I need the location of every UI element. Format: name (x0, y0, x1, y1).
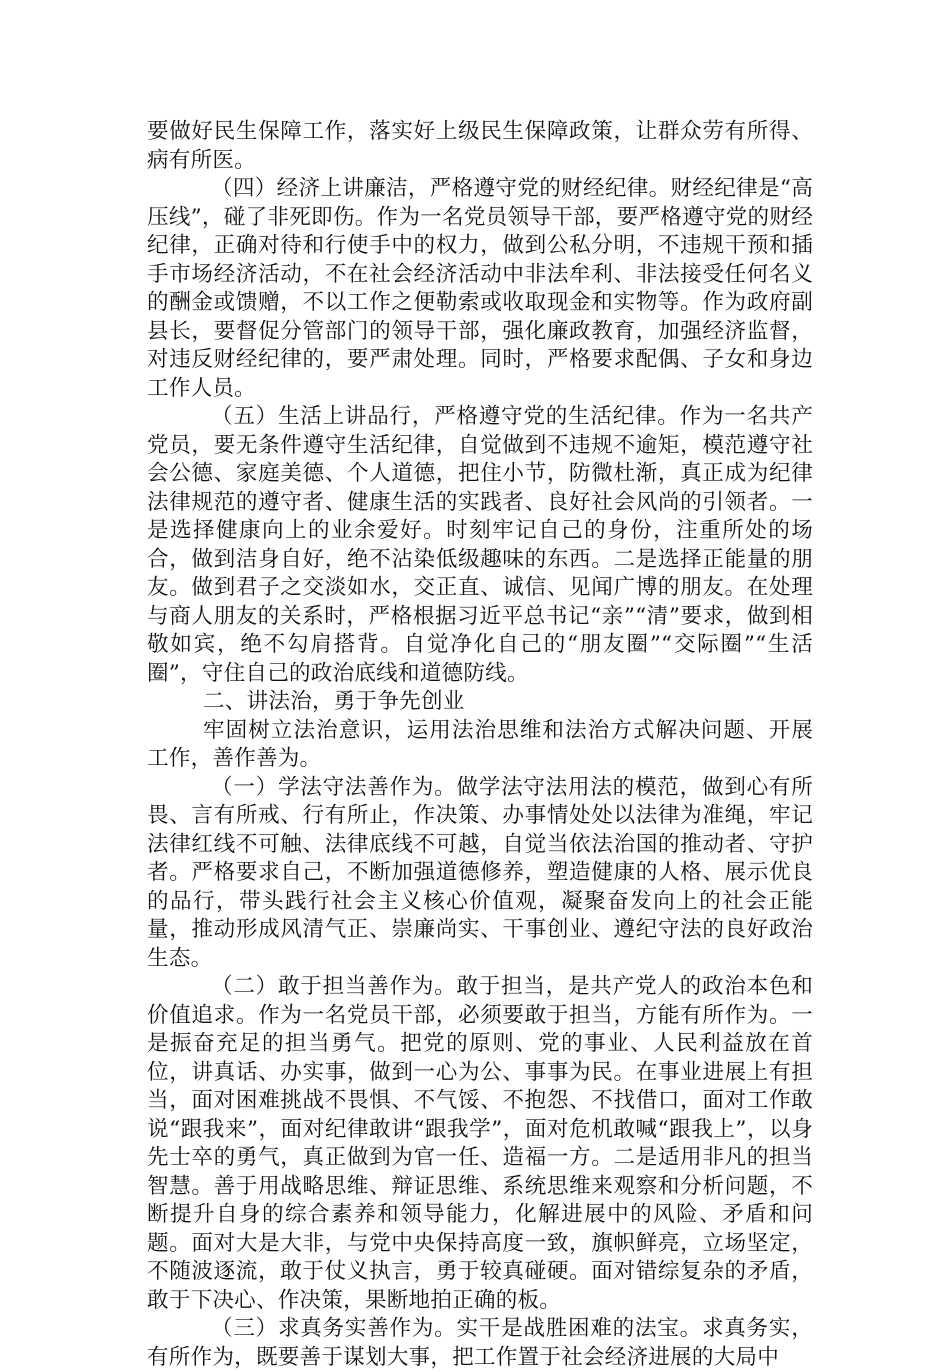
paragraph-seek-truth: （三）求真务实善作为。实干是战胜困难的法宝。求真务实，有所作为，既要善于谋划大事，把工作置于社会经济进展的大局中 (147, 1316, 813, 1370)
paragraph-take-responsibility: （二）敢于担当善作为。敢于担当，是共产党人的政治本色和价值追求。作为一名党员干部，必须要敢于担当，方能有所作为。一是振奋充足的担当勇气。把党的原则、党的事业、人民利益放在首位，讲真话、办实事，做到一心为公、事事为民。在事业进展上有担当，面对困难挑战不畏惧、不气馁、不抱怨、不找借口，面对工作敢说“跟我来”，面对纪律敢讲“跟我学”，面对危机敢喊“跟我上”，以身先士卒的勇气，真正做到为官一任、造福一方。二是适用非凡的担当智慧。善于用战略思维、辩证思维、系统思维来观察和分析问题，不断提升自身的综合素养和领导能力，化解进展中的风险、矛盾和问题。面对大是大非，与党中央保持高度一致，旗帜鲜亮，立场坚定，不随波逐流，敢于仗义执言，勇于较真碰硬。面对错综复杂的矛盾，敢于下决心、作决策，果断地拍正确的板。 (147, 974, 813, 1313)
paragraph-continuation: 要做好民生保障工作，落实好上级民生保障政策，让群众劳有所得、病有所医。 (147, 119, 813, 173)
document-body (147, 118, 813, 1372)
paragraph-economic-integrity: （四）经济上讲廉洁，严格遵守党的财经纪律。财经纪律是“高压线”，碰了非死即伤。作为一名党员领导干部，要严格遵守党的财经纪律，正确对待和行使手中的权力，做到公私分明，不违规干预和插手市场经济活动，不在社会经济活动中非法牟利、非法接受任何名义的酬金或馈赠，不以工作之便勒索或收取现金和实物等。作为政府副县长，要督促分管部门的领导干部，强化廉政教育，加强经济监督，对违反财经纪律的，要严肃处理。同时，严格要求配偶、子女和身边工作人员。 (147, 176, 813, 401)
section-heading-rule-of-law: 二、讲法治，勇于争先创业 (203, 689, 465, 714)
paragraph-study-law: （一）学法守法善作为。做学法守法用法的模范，做到心有所畏、言有所戒、行有所止，作决策、办事情处处以法律为准绳，牢记法律红线不可触、法律底线不可越，自觉当依法治国的推动者、守护者。严格要求自己，不断加强道德修养，塑造健康的人格、展示优良的品行，带头践行社会主义核心价值观，凝聚奋发向上的社会正能量，推动形成风清气正、崇廉尚实、干事创业、遵纪守法的良好政治生态。 (147, 774, 813, 971)
paragraph-rule-of-law-intro: 牢固树立法治意识，运用法治思维和法治方式解决问题、开展工作，善作善为。 (147, 717, 813, 771)
paragraph-life-conduct: （五）生活上讲品行，严格遵守党的生活纪律。作为一名共产党员，要无条件遵守生活纪律，自觉做到不违规不逾矩，模范遵守社会公德、家庭美德、个人道德，把住小节，防微杜渐，真正成为纪律法律规范的遵守者、健康生活的实践者、良好社会风尚的引领者。一是选择健康向上的业余爱好。时刻牢记自己的身份，注重所处的场合，做到洁身自好，绝不沾染低级趣味的东西。二是选择正能量的朋友。做到君子之交淡如水，交正直、诚信、见闻广博的朋友。在处理与商人朋友的关系时，严格根据习近平总书记“亲”“清”要求，做到相敬如宾，绝不勾肩搭背。自觉净化自己的“朋友圈”“交际圈”“生活圈”，守住自己的政治底线和道德防线。 (147, 404, 813, 686)
